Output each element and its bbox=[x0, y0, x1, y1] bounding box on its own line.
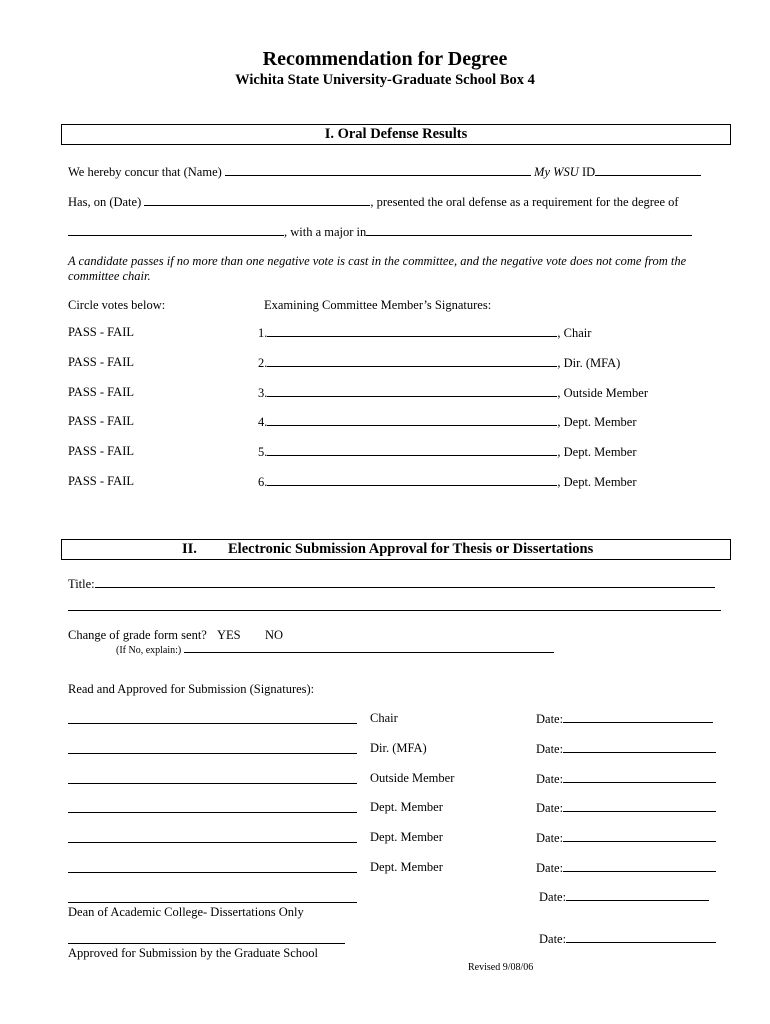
grade-form-label: Change of grade form sent? bbox=[68, 628, 207, 642]
approver-role: Chair bbox=[370, 711, 398, 725]
member-signature-field[interactable] bbox=[267, 385, 557, 397]
approver-date-row bbox=[536, 711, 713, 727]
vote-pass-fail[interactable]: PASS - FAIL bbox=[68, 325, 134, 339]
member-signature-field[interactable] bbox=[267, 444, 557, 456]
committee-member-row bbox=[258, 325, 591, 341]
approver-date-field[interactable] bbox=[563, 711, 713, 723]
approver-date-label: Date: bbox=[536, 772, 564, 786]
grad-school-label: Approved for Submission by the Graduate School bbox=[68, 946, 318, 960]
presented-text: , presented the oral defense as a requirement for the degree of bbox=[370, 195, 679, 209]
approver-date-field[interactable] bbox=[563, 800, 716, 812]
title-field-line-2[interactable] bbox=[68, 610, 721, 611]
approver-signature-line[interactable] bbox=[68, 872, 357, 873]
circle-votes-label: Circle votes below: bbox=[68, 298, 166, 312]
dean-signature-line[interactable] bbox=[68, 902, 357, 903]
committee-member-row bbox=[258, 385, 648, 401]
grad-school-signature-line[interactable] bbox=[68, 943, 345, 944]
member-number: 1. bbox=[258, 326, 268, 340]
member-number: 3. bbox=[258, 386, 268, 400]
member-role: , Chair bbox=[557, 326, 592, 340]
member-signature-field[interactable] bbox=[267, 474, 557, 486]
approver-date-label: Date: bbox=[536, 712, 564, 726]
member-role: , Dir. (MFA) bbox=[557, 356, 621, 370]
name-row bbox=[68, 164, 701, 180]
title-row bbox=[68, 576, 715, 592]
major-text: , with a major in bbox=[284, 225, 367, 239]
approver-signature-line[interactable] bbox=[68, 723, 357, 724]
approver-role: Outside Member bbox=[370, 771, 455, 785]
grad-school-date-field[interactable] bbox=[566, 931, 716, 943]
approver-signature-line[interactable] bbox=[68, 783, 357, 784]
wsu-label: My WSU bbox=[534, 165, 579, 179]
approver-date-label: Date: bbox=[536, 742, 564, 756]
member-role: , Dept. Member bbox=[557, 475, 637, 489]
page-subtitle: Wichita State University-Graduate School Box 4 bbox=[235, 72, 535, 88]
approver-date-field[interactable] bbox=[563, 771, 716, 783]
approver-date-row bbox=[536, 741, 716, 757]
member-number: 6. bbox=[258, 475, 268, 489]
approver-date-row bbox=[536, 830, 716, 846]
member-role: , Outside Member bbox=[557, 386, 648, 400]
passing-note: A candidate passes if no more than one negative vote is cast in the committee, and the negative vote does not come from the committee chair. bbox=[68, 254, 687, 283]
dean-date-label: Date: bbox=[539, 890, 567, 904]
member-role: , Dept. Member bbox=[557, 445, 637, 459]
vote-pass-fail[interactable]: PASS - FAIL bbox=[68, 385, 134, 399]
explain-field[interactable] bbox=[184, 643, 554, 653]
approver-date-row bbox=[536, 800, 716, 816]
approver-signature-line[interactable] bbox=[68, 842, 357, 843]
member-role: , Dept. Member bbox=[557, 415, 637, 429]
grade-form-no[interactable]: NO bbox=[265, 628, 284, 642]
vote-pass-fail[interactable]: PASS - FAIL bbox=[68, 444, 134, 458]
vote-pass-fail[interactable]: PASS - FAIL bbox=[68, 414, 134, 428]
committee-member-row bbox=[258, 355, 620, 371]
approver-date-label: Date: bbox=[536, 801, 564, 815]
vote-pass-fail[interactable]: PASS - FAIL bbox=[68, 474, 134, 488]
explain-label: (If No, explain:) bbox=[116, 645, 182, 656]
approver-date-label: Date: bbox=[536, 861, 564, 875]
member-signature-field[interactable] bbox=[267, 414, 557, 426]
revised-note: Revised 9/08/06 bbox=[468, 962, 534, 973]
signatures-heading: Examining Committee Member’s Signatures: bbox=[264, 298, 492, 312]
wsu-id-field[interactable] bbox=[595, 164, 701, 176]
explain-row bbox=[116, 643, 554, 656]
approver-date-field[interactable] bbox=[563, 741, 716, 753]
member-signature-field[interactable] bbox=[267, 355, 557, 367]
grade-form-yes[interactable]: YES bbox=[217, 628, 241, 642]
date-field[interactable] bbox=[144, 194, 370, 206]
section-2-title: Electronic Submission Approval for Thesis or Dissertations bbox=[228, 541, 594, 557]
member-number: 2. bbox=[258, 356, 268, 370]
degree-row bbox=[68, 224, 692, 240]
dean-label: Dean of Academic College- Dissertations Only bbox=[68, 905, 304, 919]
committee-member-row bbox=[258, 414, 637, 430]
section-1-heading: I. Oral Defense Results bbox=[61, 124, 731, 145]
page-title: Recommendation for Degree bbox=[262, 48, 508, 70]
date-label: Has, on (Date) bbox=[68, 195, 142, 209]
major-field[interactable] bbox=[366, 224, 692, 236]
dean-date-field[interactable] bbox=[566, 889, 709, 901]
committee-member-row bbox=[258, 444, 637, 460]
member-number: 4. bbox=[258, 415, 268, 429]
approver-date-label: Date: bbox=[536, 831, 564, 845]
committee-member-row bbox=[258, 474, 637, 490]
approver-date-row bbox=[536, 860, 716, 876]
approver-role: Dir. (MFA) bbox=[370, 741, 427, 755]
approver-role: Dept. Member bbox=[370, 800, 443, 814]
approver-date-row bbox=[536, 771, 716, 787]
section-2-number: II. bbox=[182, 541, 197, 557]
degree-field[interactable] bbox=[68, 224, 284, 236]
section-2-heading bbox=[61, 539, 731, 560]
date-row bbox=[68, 194, 679, 210]
grad-school-date-row bbox=[539, 931, 716, 947]
dean-date-row bbox=[539, 889, 709, 905]
id-label: ID bbox=[581, 165, 596, 179]
approver-role: Dept. Member bbox=[370, 830, 443, 844]
member-signature-field[interactable] bbox=[267, 325, 557, 337]
approver-date-field[interactable] bbox=[563, 860, 716, 872]
approved-label: Read and Approved for Submission (Signatures): bbox=[68, 682, 315, 696]
member-number: 5. bbox=[258, 445, 268, 459]
approver-signature-line[interactable] bbox=[68, 812, 357, 813]
grad-school-date-label: Date: bbox=[539, 932, 567, 946]
vote-pass-fail[interactable]: PASS - FAIL bbox=[68, 355, 134, 369]
name-field[interactable] bbox=[225, 164, 531, 176]
approver-signature-line[interactable] bbox=[68, 753, 357, 754]
title-label: Title: bbox=[68, 577, 95, 591]
approver-date-field[interactable] bbox=[563, 830, 716, 842]
title-field[interactable] bbox=[95, 576, 715, 588]
name-label: We hereby concur that (Name) bbox=[68, 165, 222, 179]
approver-role: Dept. Member bbox=[370, 860, 443, 874]
